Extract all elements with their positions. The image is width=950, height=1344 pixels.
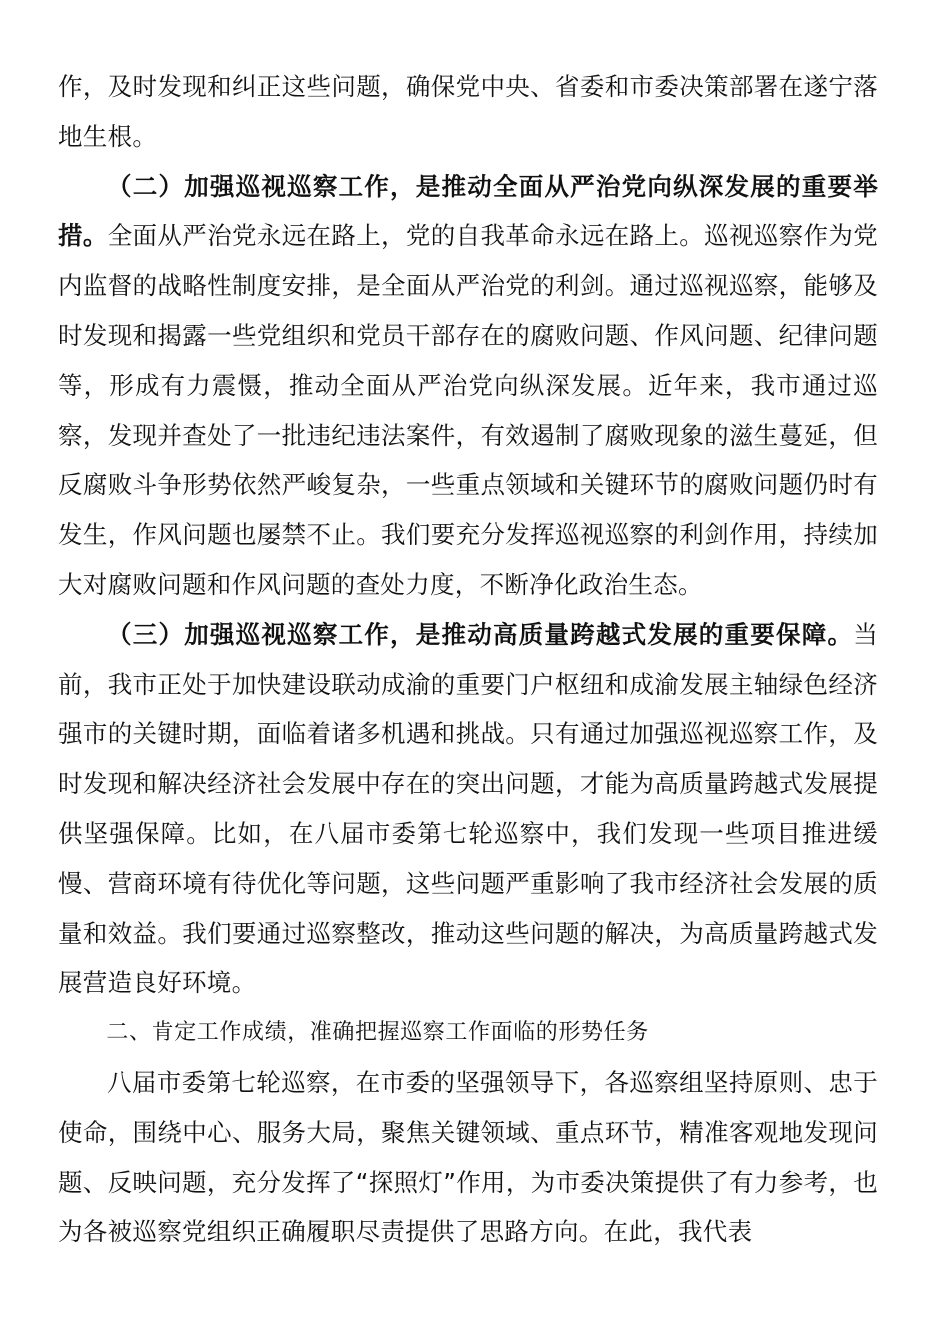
- paragraph-text: 全面从严治党永远在路上，党的自我革命永远在路上。巡视巡察作为党内监督的战略性制度安排，是全面从严治党的利剑。通过巡视巡察，能够及时发现和揭露一些党组织和党员干部存在的腐败问题、作风问题、纪律问题等，形成有力震慑，推动全面从严治党向纵深发展。近年来，我市通过巡察，发现并查处了一批违纪违法案件，有效遏制了腐败现象的滋生蔓延，但反腐败斗争形势依然严峻复杂，一些重点领域和关键环节的腐败问题仍时有发生，作风问题也屡禁不止。我们要充分发挥巡视巡察的利剑作用，持续加大对腐败问题和作风问题的查处力度，不断净化政治生态。: [58, 221, 878, 599]
- section-lead-sentence: （三）加强巡视巡察工作，是推动高质量跨越式发展的重要保障。: [107, 619, 854, 649]
- heading-text: 二、肯定工作成绩，准确把握巡察工作面临的形势任务: [106, 1020, 649, 1046]
- section-lead-sentence: （二）加强巡视巡察工作，是推动全面从严治党向纵深发展的重要举措。: [58, 171, 878, 251]
- paragraph-text: 作，及时发现和纠正这些问题，确保党中央、省委和市委决策部署在遂宁落地生根。: [58, 72, 878, 151]
- paragraph-continuation: [58, 62, 878, 162]
- paragraph-text: 当前，我市正处于加快建设联动成渝的重要门户枢纽和成渝发展主轴绿色经济强市的关键时期，面临着诸多机遇和挑战。只有通过加强巡视巡察工作，及时发现和解决经济社会发展中存在的突出问题，才能为高质量跨越式发展提供坚强保障。比如，在八届市委第七轮巡察中，我们发现一些项目推进缓慢、营商环境有待优化等问题，这些问题严重影响了我市经济社会发展的质量和效益。我们要通过巡察整改，推动这些问题的解决，为高质量跨越式发展营造良好环境。: [58, 619, 878, 998]
- paragraph-section-2: [58, 162, 878, 610]
- paragraph-section-3: [58, 610, 878, 1008]
- section-heading: [58, 1008, 878, 1058]
- paragraph-text: 八届市委第七轮巡察，在市委的坚强领导下，各巡察组坚持原则、忠于使命，围绕中心、服务大局，聚焦关键领域、重点环节，精准客观地发现问题、反映问题，充分发挥了“探照灯”作用，为市委决策提供了有力参考，也为各被巡察党组织正确履职尽责提供了思路方向。在此，我代表: [58, 1067, 878, 1247]
- paragraph-achievements: [58, 1058, 878, 1257]
